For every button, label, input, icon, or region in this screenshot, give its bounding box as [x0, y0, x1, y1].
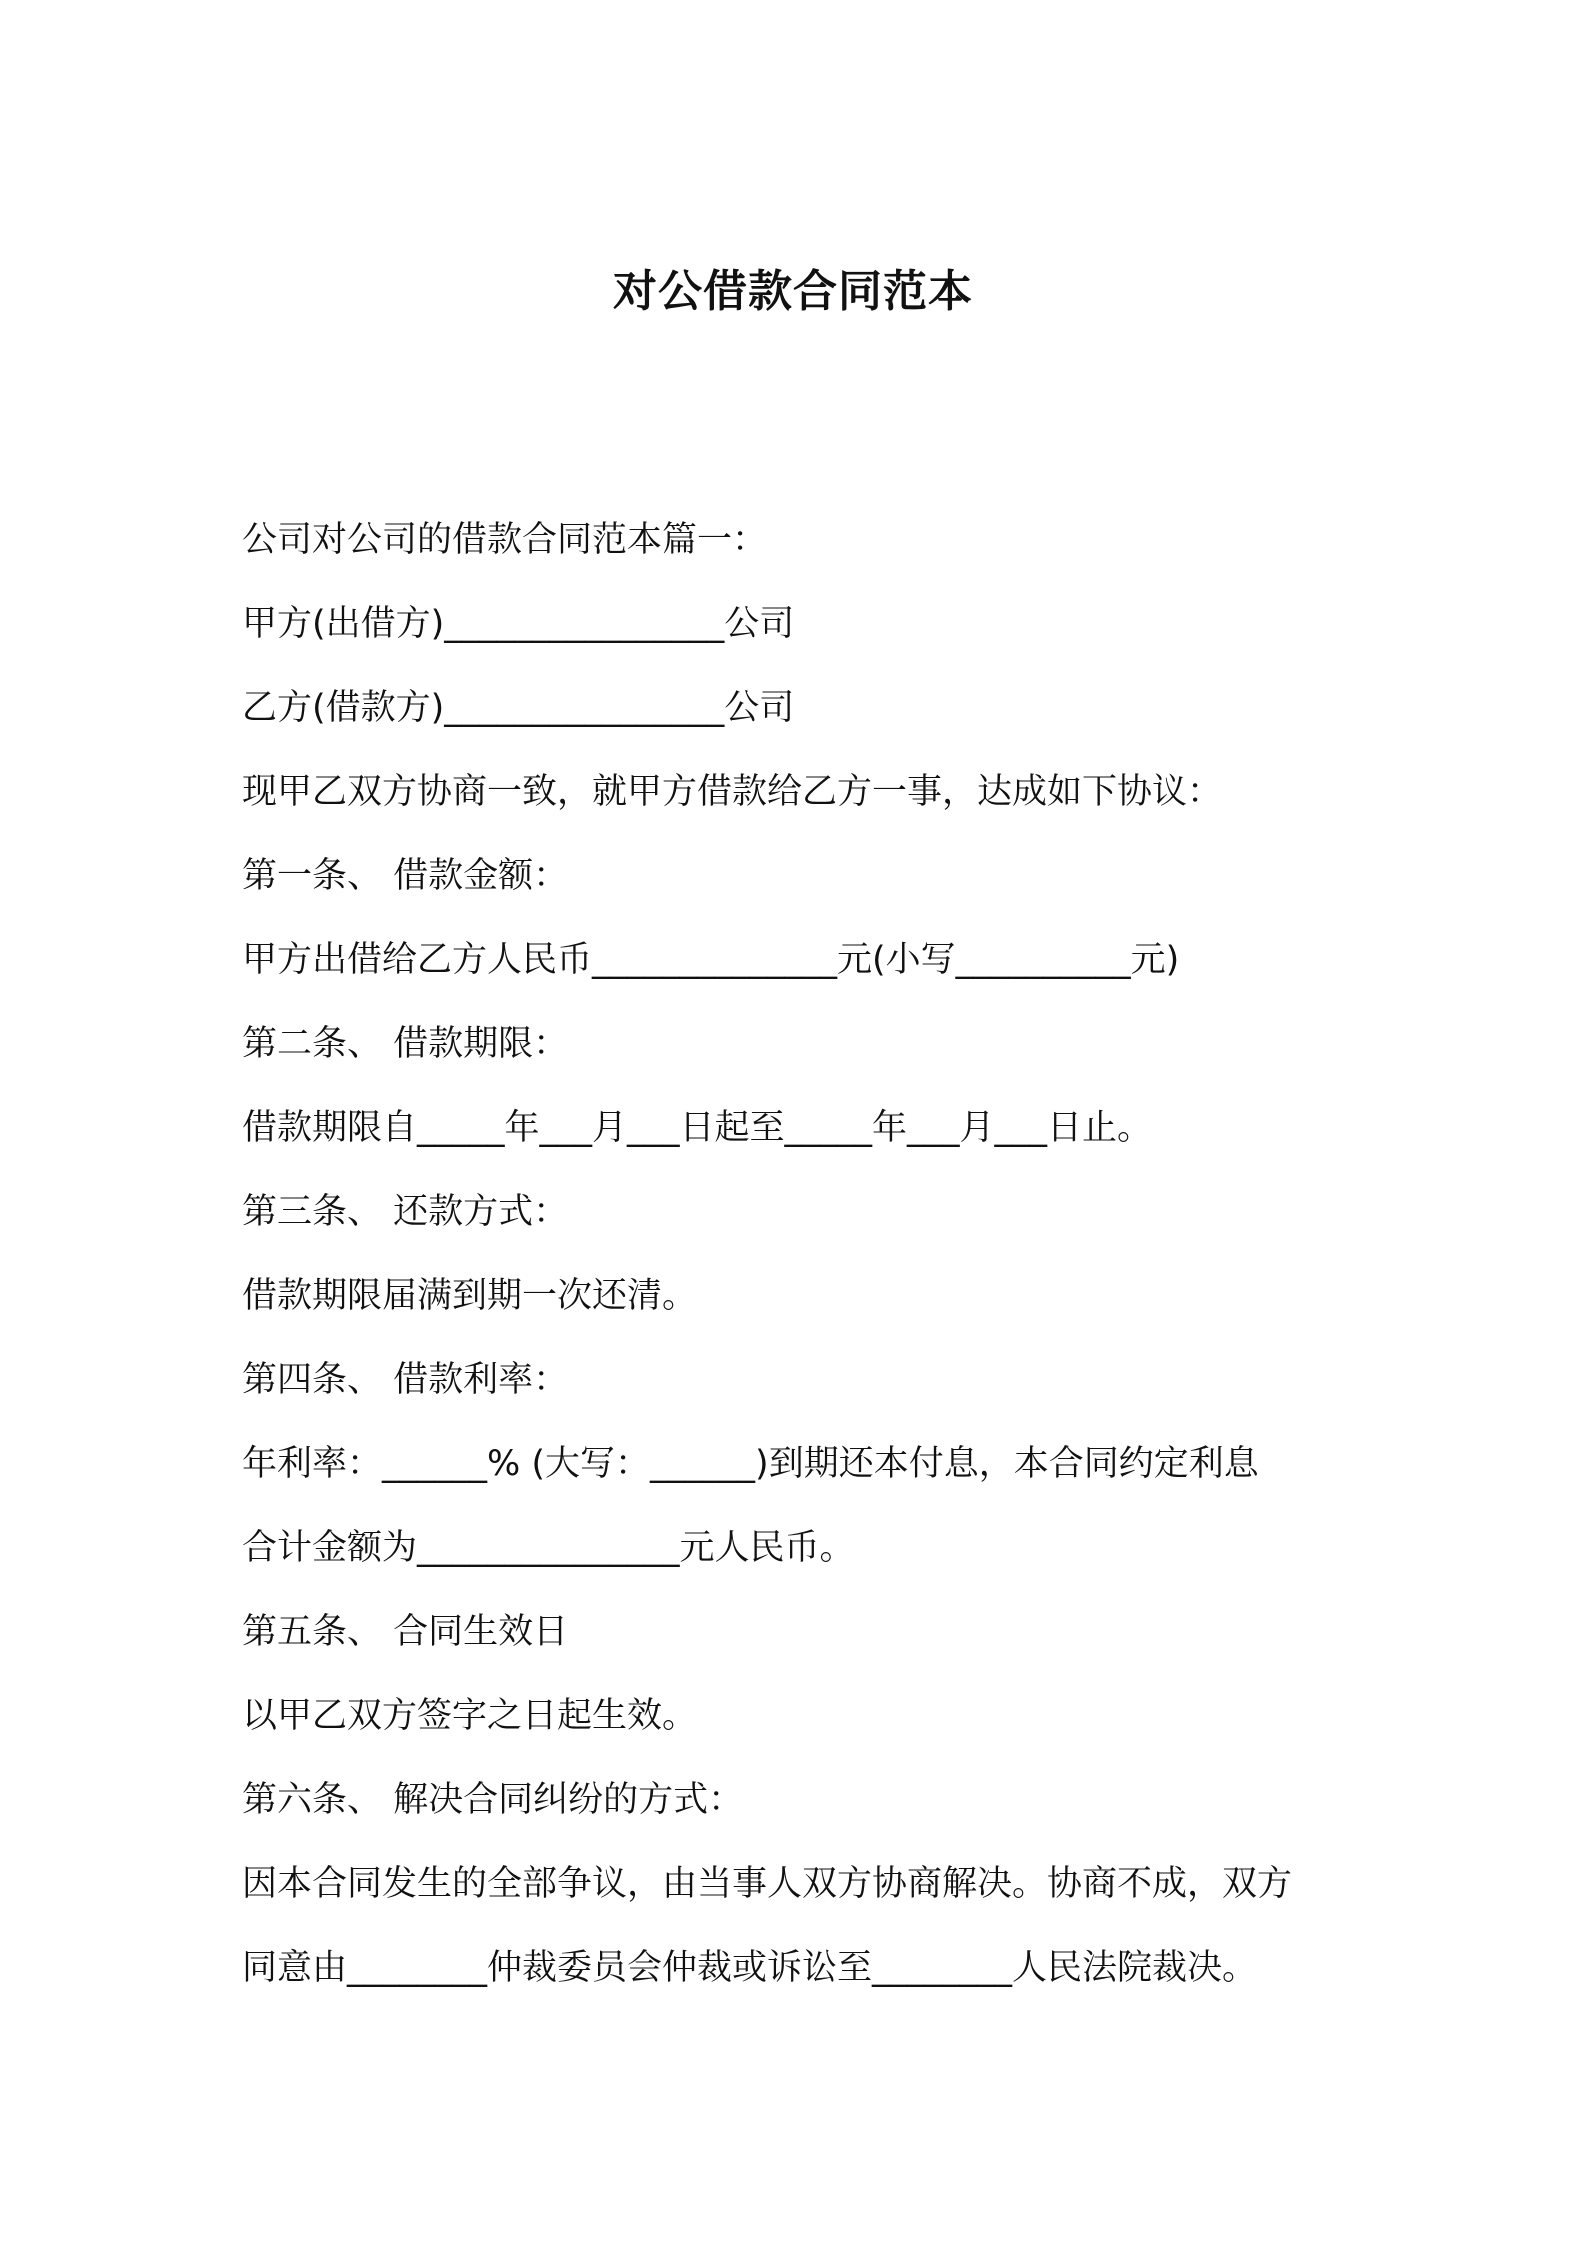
article-6-text-line-1: 因本合同发生的全部争议，由当事人双方协商解决。协商不成，双方	[242, 1864, 1293, 1904]
party-b-line: 乙方(借款方)________________公司	[242, 688, 795, 728]
agreement-intro: 现甲乙双方协商一致，就甲方借款给乙方一事，达成如下协议：	[242, 772, 1223, 812]
article-4-heading: 第四条、 借款利率：	[242, 1360, 569, 1400]
article-2-heading: 第二条、 借款期限：	[242, 1024, 569, 1064]
party-a-line: 甲方(出借方)________________公司	[242, 604, 795, 644]
article-3-heading: 第三条、 还款方式：	[242, 1192, 569, 1232]
article-4-text-line-1: 年利率：______% (大写：______)到期还本付息，本合同约定利息	[242, 1444, 1259, 1484]
article-2-text: 借款期限自_____年___月___日起至_____年___月___日止。	[242, 1108, 1153, 1148]
article-4-text-line-2: 合计金额为_______________元人民币。	[242, 1528, 855, 1568]
article-5-heading: 第五条、 合同生效日	[242, 1612, 569, 1652]
article-5-text: 以甲乙双方签字之日起生效。	[242, 1696, 698, 1736]
document-body	[242, 498, 1442, 2010]
article-3-text: 借款期限届满到期一次还清。	[242, 1276, 698, 1316]
document-title: 对公借款合同范本	[613, 266, 973, 317]
article-6-heading: 第六条、 解决合同纠纷的方式：	[242, 1780, 744, 1820]
section-heading-intro: 公司对公司的借款合同范本篇一：	[242, 520, 768, 560]
article-6-text-line-2: 同意由________仲裁委员会仲裁或诉讼至________人民法院裁决。	[242, 1948, 1258, 1988]
article-1-text: 甲方出借给乙方人民币______________元(小写__________元)	[242, 940, 1180, 980]
article-1-heading: 第一条、 借款金额：	[242, 856, 569, 896]
